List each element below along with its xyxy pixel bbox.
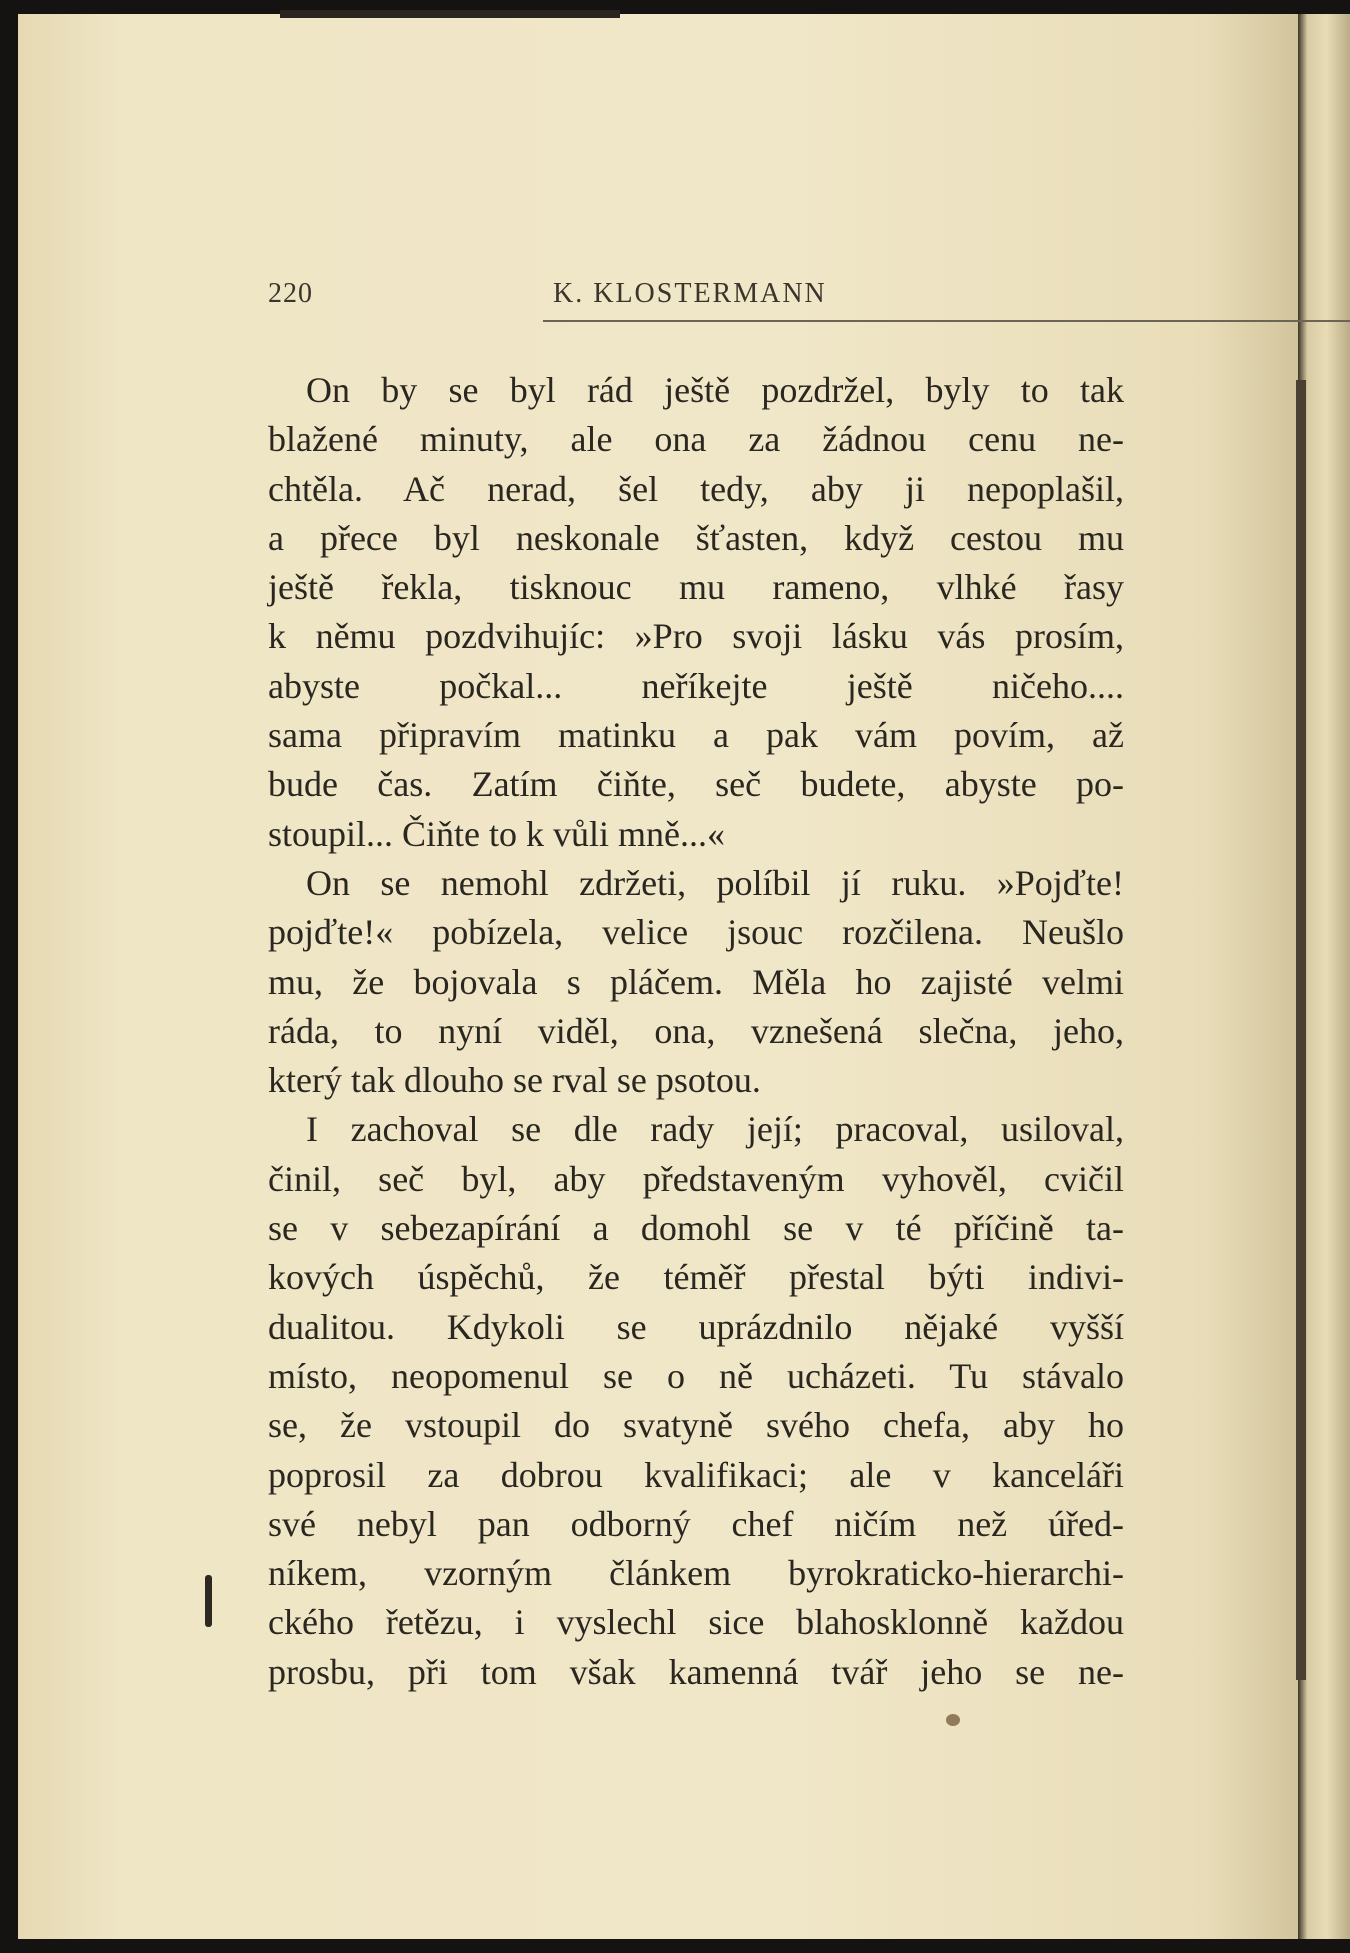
ink-spot <box>946 1714 960 1726</box>
text-line: a přece byl neskonale šťasten, když cestou mu <box>268 517 1124 558</box>
text-line: sama připravím matinku a pak vám povím, až <box>268 715 1124 756</box>
text-line: níkem, vzorným článkem byrokraticko-hierarchi- <box>268 1553 1124 1594</box>
body-text <box>268 366 1124 1697</box>
text-line: kových úspěchů, že téměř přestal býti indivi- <box>268 1257 1124 1298</box>
text-line: bude čas. Zatím čiňte, seč budete, abyste po- <box>268 764 1124 805</box>
text-line: pojďte!« pobízela, velice jsouc rozčilena. Neušlo <box>268 912 1124 953</box>
text-line: ráda, to nyní viděl, ona, vznešená slečna, jeho, <box>268 1010 1124 1051</box>
text-line: prosbu, při tom však kamenná tvář jeho se ne- <box>268 1651 1124 1692</box>
text-line: mu, že bojovala s pláčem. Měla ho zajisté velmi <box>268 961 1124 1002</box>
text-line: abyste počkal... neříkejte ještě ničeho.... <box>268 665 1124 706</box>
text-line: který tak dlouho se rval se psotou. <box>268 1060 761 1101</box>
page-header <box>268 270 1128 320</box>
gutter-shadow <box>1296 380 1306 1680</box>
text-line: své nebyl pan odborný chef ničím než úřed- <box>268 1503 1124 1544</box>
text-line: se, že vstoupil do svatyně svého chefa, aby ho <box>268 1405 1124 1446</box>
text-line: činil, seč byl, aby představeným vyhověl, cvičil <box>268 1158 1124 1199</box>
text-line: chtěla. Ač nerad, šel tedy, aby ji nepoplašil, <box>268 468 1124 509</box>
scan-top-artifact <box>280 10 620 18</box>
header-rule <box>543 320 1350 322</box>
text-line: blažené minuty, ale ona za žádnou cenu ne- <box>268 419 1124 460</box>
text-line: ckého řetězu, i vyslechl sice blahosklonně každou <box>268 1602 1124 1643</box>
text-line: dualitou. Kdykoli se uprázdnilo nějaké vyšší <box>268 1306 1124 1347</box>
text-line: se v sebezapírání a domohl se v té příčině ta- <box>268 1208 1124 1249</box>
text-line: On by se byl rád ještě pozdržel, byly to tak <box>306 370 1124 410</box>
text-line: místo, neopomenul se o ně ucházeti. Tu stávalo <box>268 1355 1124 1396</box>
text-line: I zachoval se dle rady její; pracoval, usiloval, <box>306 1109 1124 1150</box>
text-line: poprosil za dobrou kvalifikaci; ale v kanceláři <box>268 1454 1124 1495</box>
text-line: ještě řekla, tisknouc mu rameno, vlhké řasy <box>268 567 1124 608</box>
text-line: k němu pozdvihujíc: »Pro svoji lásku vás prosím, <box>268 616 1124 657</box>
page-number: 220 <box>268 278 313 309</box>
text-line: On se nemohl zdržeti, políbil jí ruku. »Pojďte! <box>306 862 1124 903</box>
margin-pencil-mark <box>205 1575 212 1627</box>
running-head: K. KLOSTERMANN <box>553 278 827 309</box>
text-line: stoupil... Čiňte to k vůli mně...« <box>268 813 725 854</box>
